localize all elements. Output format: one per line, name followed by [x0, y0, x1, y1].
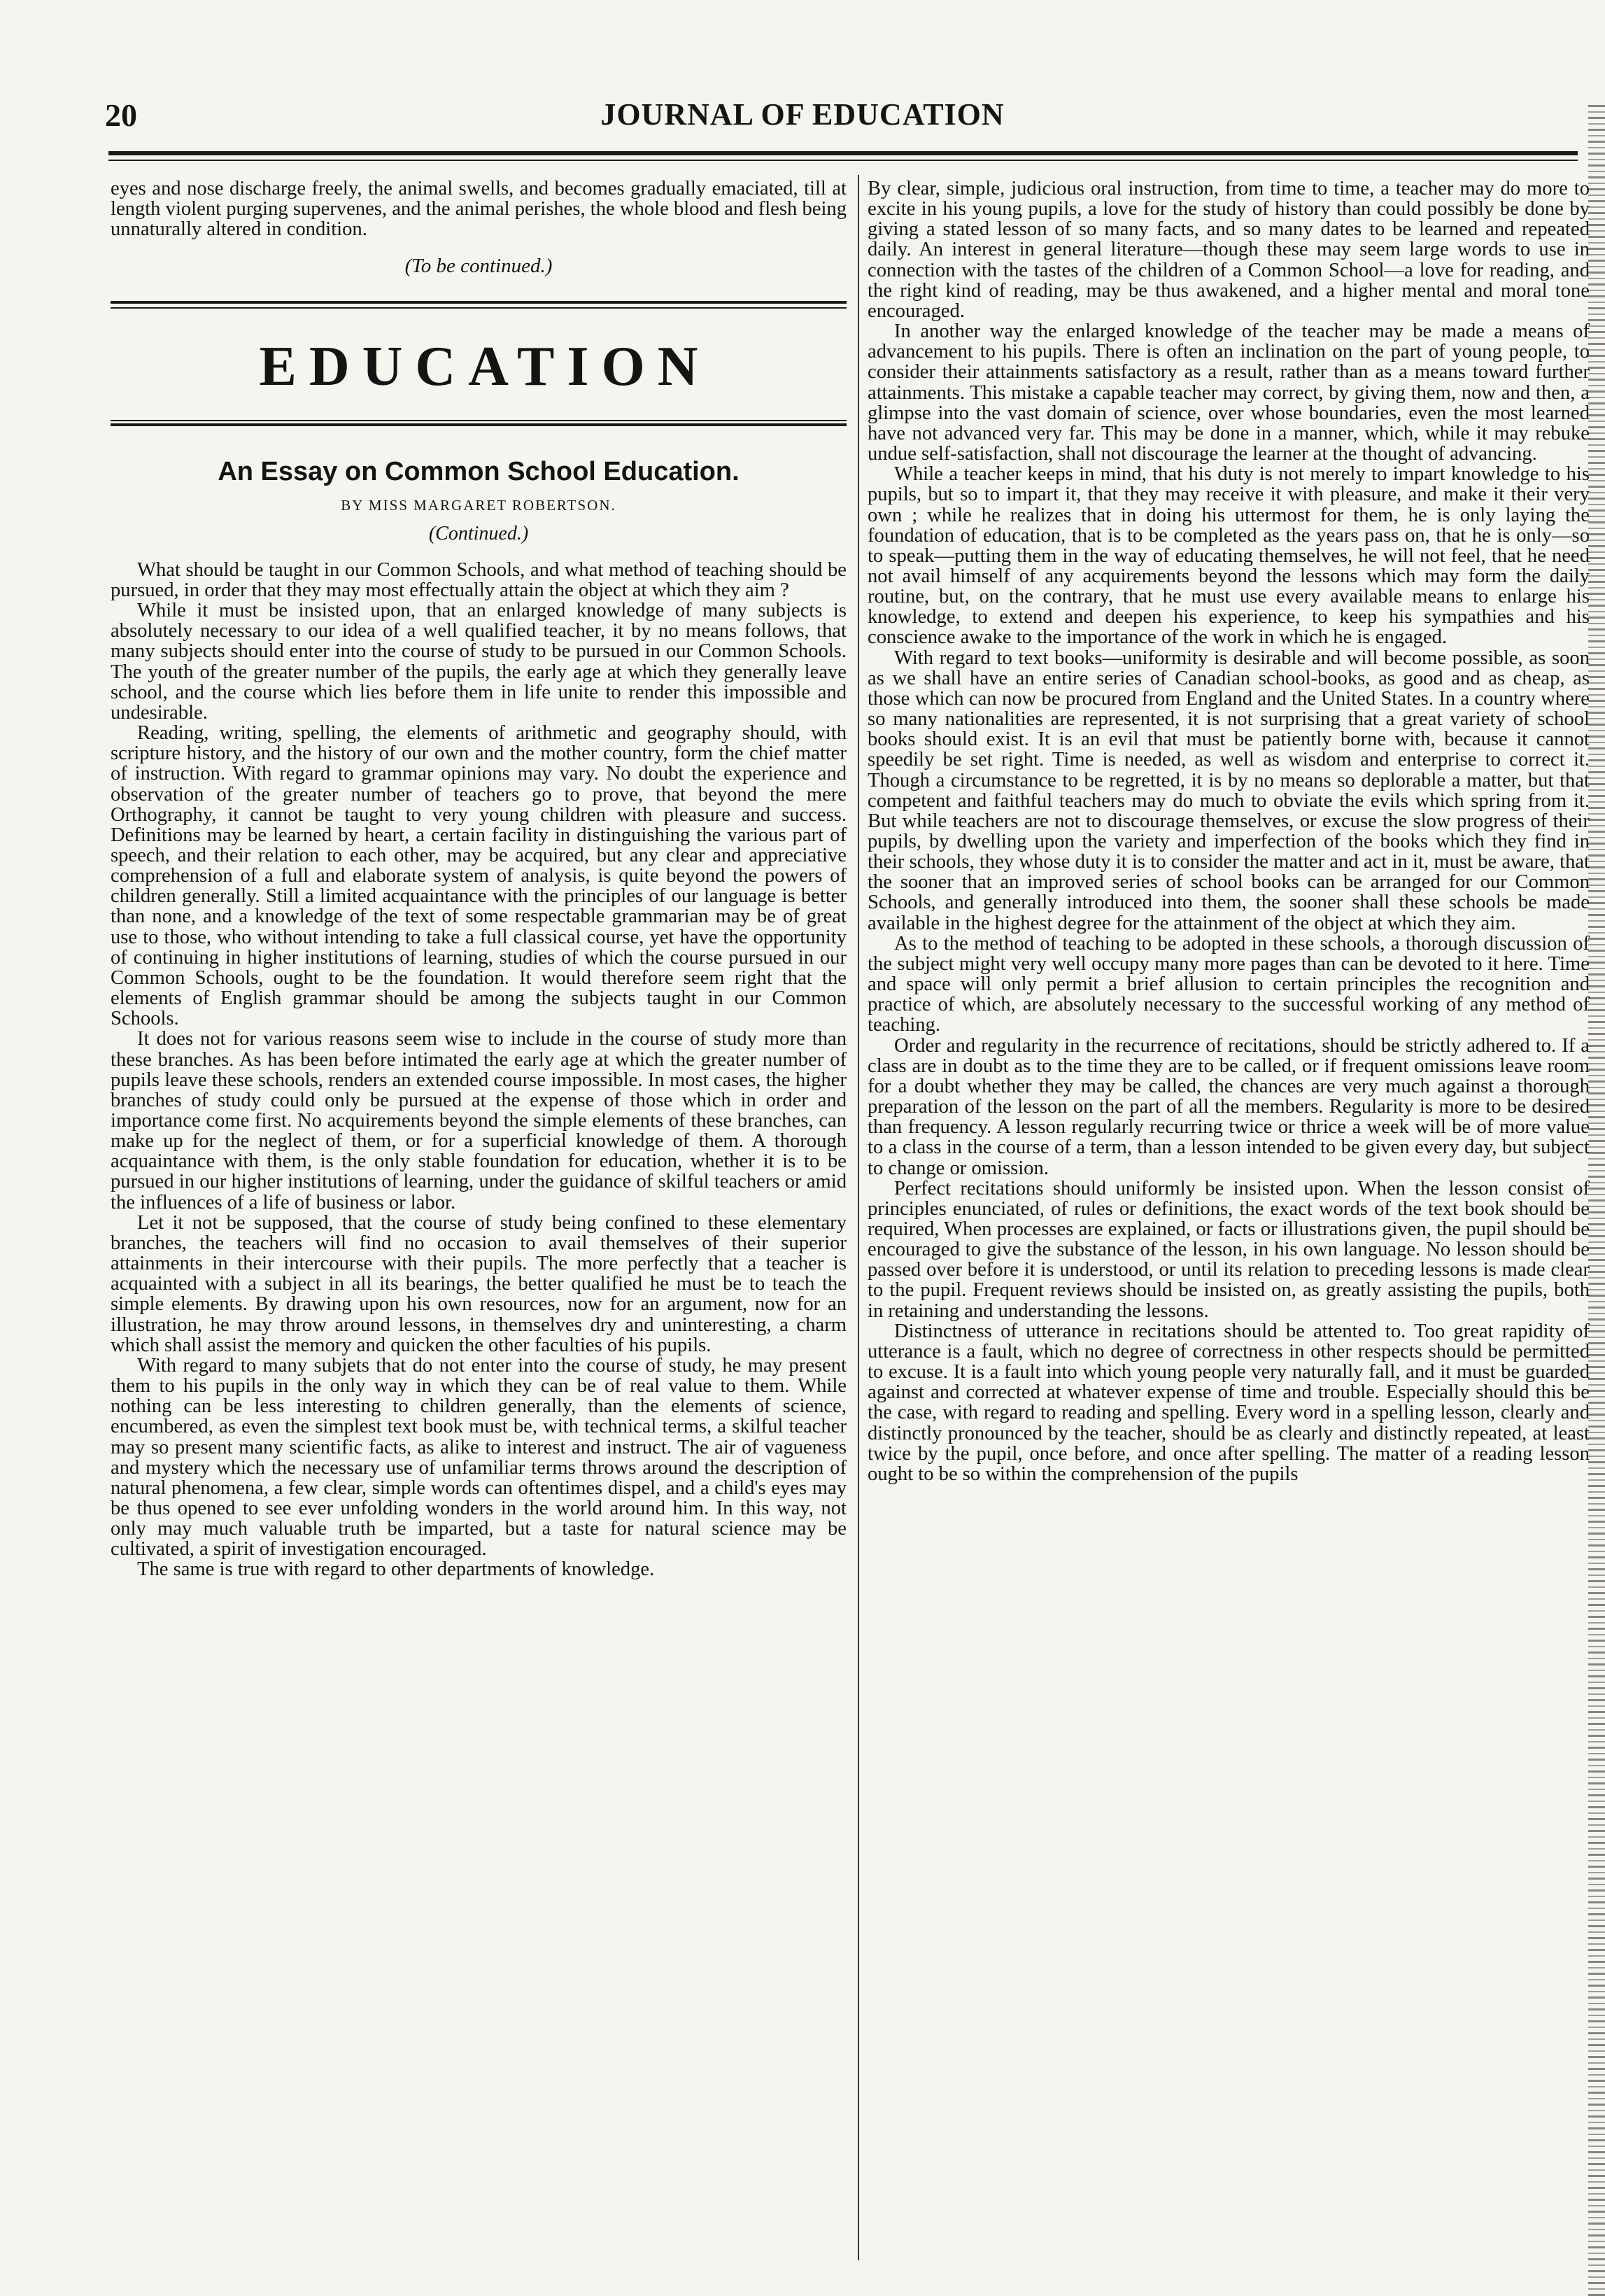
paragraph: Order and regularity in the recurrence of recitations, should be strictly adhered to. If a class are in doubt as to the time they are to be called, or if frequent omissions leave room for a doubt whether they may be called, the chances are very much against a thorough preparation of the lesson on the part of all the members. Regularity is more to be desired than frequency. A lesson regularly recurring twice or thrice a week will be of more value to a class in the course of a term, than a lesson intended to be given every day, but subject to change or omission.	[868, 1034, 1590, 1179]
continued-note: (Continued.)	[428, 523, 529, 545]
column-divider	[858, 175, 859, 2260]
paragraph: While it must be insisted upon, that an enlarged knowledge of many subjects is absolutely necessary to our idea of a well qualified teacher, it by no means follows, that many subjects should enter into the course of study to be pursued in our Common Schools. The youth of the greater number of the pupils, the early age at which they generally leave school, and the course which lies before them in life unite to render this impossible and undesirable.	[111, 600, 847, 724]
right-column	[868, 178, 1590, 1484]
paragraph: While a teacher keeps in mind, that his duty is not merely to impart knowledge to his pupils, but so to impart it, that they may receive it with pleasure, and make it their very own ; while he realizes that in doing his uttermost for them, he is only laying the foundation of education, that is to be completed as the years pass on, that he is only—so to speak—putting them in the way of educating themselves, he will not feel, that he need not avail himself of any acquirements beyond the lessons which may form the daily routine, but, on the contrary, that he must use every available means to enlarge his knowledge, to extend and deepen his experience, to keep his sympathies and his conscience awake to the importance of the work in which he is engaged.	[868, 463, 1590, 649]
paragraph: What should be taught in our Common Schools, and what method of teaching should be pursued, in order that they may most effectually attain the object at which they aim ?	[111, 558, 847, 601]
opening-paragraph: eyes and nose discharge freely, the animal swells, and becomes gradually emaciated, till at length violent purging supervenes, and the animal perishes, the whole blood and flesh being unnaturally altered in condition.	[111, 178, 847, 241]
section-rule-bottom	[111, 420, 847, 430]
page-edge	[1588, 105, 1605, 2296]
paragraph: Reading, writing, spelling, the elements of arithmetic and geography should, with scripture history, and the history of our own and the mother country, form the chief matter of instruction. With regard to grammar opinions may vary. No doubt the experience and observation of the greater number of teachers go to prove, that beyond the mere Orthography, it cannot be taught to very young children with pleasure and success. Definitions may be learned by heart, a certain facility in distinguishing the various part of speech, and their relation to each other, may be acquired, but any clear and appreciative comprehension of a full and elaborate system of analysis, is quite beyond the powers of children generally. Still a limited acquaintance with the principles of our language is better than none, and a knowledge of the text of some respectable grammarian may be of great use to those, who without intending to take a full classical course, yet have the opportunity of continuing in higher institutions of learning, studies of which the course pursued in our Common Schools, ought to be the foundation. It would therefore seem right that the elements of English grammar should be among the subjects taught in our Common Schools.	[111, 722, 847, 1030]
paragraph: In another way the enlarged knowledge of the teacher may be made a means of advancement to his pupils. There is often an inclination on the part of young people, to consider their attainments satisfactory as a result, rather than as a means toward further attainments. This mistake a capable teacher may correct, by giving them, now and then, a glimpse into the vast domain of science, over whose boundaries, even the most learned have not advanced very far. This may be done in a manner, which, while it may rebuke undue self-satisfaction, shall not discourage the learner at the thought of advancing.	[868, 321, 1590, 465]
header-rule-thin	[108, 160, 1578, 161]
header-rule	[108, 151, 1578, 155]
paragraph: Distinctness of utterance in recitations should be attented to. Too great rapidity of utterance is a fault, which no degree of correctness in other respects should be permitted to excuse. It is a fault into which young people very naturally fall, and it must be guarded against and corrected at whatever expense of time and trouble. Especially should this be the case, with regard to reading and spelling. Every word in a spelling lesson, clearly and distinctly pronounced by the teacher, should be as clearly and distinctly repeated, at least twice by the pupil, once before, and once after spelling. The matter of a reading lesson ought to be so within the comprehension of the pupils	[868, 1320, 1590, 1485]
section-title: EDUCATION	[259, 336, 711, 398]
paragraph: Let it not be supposed, that the course of study being confined to these elementary branches, the teachers will find no occasion to avail themselves of their superior attainments in their intercourse with their pupils. The more perfectly that a teacher is acquainted with a subject in all its bearings, the better qualified he must be to teach the simple elements. By drawing upon his own resources, now for an argument, now for an illustration, he may throw around lessons, in themselves dry and uninteresting, a charm which shall assist the memory and quicken the other faculties of his pupils.	[111, 1211, 847, 1356]
paragraph: Perfect recitations should uniformly be insisted upon. When the lesson consist of principles enunciated, of rules or definitions, the exact words of the text book should be required, When processes are explained, or facts or illustrations given, the pupil should be encouraged to give the substance of the lesson, in his own language. No lesson should be passed over before it is understood, or until its relation to preceding lessons is made clear to the pupil. Frequent reviews should be insisted on, as greatly assisting the pupils, both in retaining and understanding the lessons.	[868, 1177, 1590, 1322]
paragraph: The same is true with regard to other departments of knowledge.	[137, 1558, 655, 1581]
paragraph: As to the method of teaching to be adopted in these schools, a thorough discussion of the subject might very well occupy many more pages than can be devoted to it here. Time and space will only permit a brief allusion to certain principles the recognition and practice of which, are absolutely necessary to the successful working of any method of teaching.	[868, 932, 1590, 1036]
essay-title: An Essay on Common School Education.	[218, 457, 740, 487]
paragraph: By clear, simple, judicious oral instruction, from time to time, a teacher may do more to excite in his young pupils, a love for the study of history than could possibly be done by giving a stated lesson of so many facts, and so many dates to be learned and repeated daily. An interest in general literature—though these may seem large words to use in connection with the tastes of the children of a Common School—a love for reading, and the right kind of reading, may be thus awakened, and a higher mental and moral tone encouraged.	[868, 178, 1590, 322]
byline: BY MISS MARGARET ROBERTSON.	[341, 496, 616, 514]
paragraph: It does not for various reasons seem wise to include in the course of study more than these branches. As has been before intimated the early age at which the greater number of pupils leave these schools, renders an extended course impossible. In most cases, the higher branches of study could only be pursued at the expense of those which in order and importance come first. No acquirements beyond the simple elements of these branches, can make up for the neglect of them, or for a superficial knowledge of them. A thorough acquaintance with them, is the only stable foundation for education, whether it is to be pursued in our higher institutions of learning, under the guidance of skilful teachers or amid the influences of a life of business or labor.	[111, 1028, 847, 1213]
journal-title: JOURNAL OF EDUCATION	[600, 97, 1005, 132]
page-number: 20	[105, 97, 137, 133]
paragraph: With regard to many subjets that do not enter into the course of study, he may present them to his pupils in the only way in which they can be of real value to them. While nothing can be less interesting to children generally, than the elements of science, encumbered, as even the simplest text book must be, with technical terms, a skilful teacher may so present many scientific facts, as alike to interest and instruct. The air of vagueness and mystery which the necessary use of unfamiliar terms throws around the description of natural phenomena, a few clear, simple words can oftentimes dispel, and a child's eyes may be thus opened to see ever unfolding wonders in the world around him. In this way, not only may much valuable truth be imparted, but a taste for natural science may be cultivated, a spirit of investigation encouraged.	[111, 1354, 847, 1561]
to-be-continued: (To be continued.)	[404, 255, 553, 278]
section-rule-top	[111, 301, 847, 311]
left-column	[111, 178, 847, 1580]
paragraph: With regard to text books—uniformity is desirable and will become possible, as soon as we shall have an entire series of Canadian school-books, as good and as cheap, as those which can now be procured from England and the United States. In a country where so many nationalities are represented, it is not surprising that a great variety of school books should exist. It is an evil that must be patiently borne with, because it cannot speedily be set right. Time is needed, as well as wisdom and enterprise to correct it. Though a circumstance to be regretted, it is by no means so deplorable a matter, but that competent and faithful teachers may do much to obviate the evils which spring from it. But while teachers are not to discourage themselves, or excuse the slow progress of their pupils, by dwelling upon the variety and imperfection of the books which they find in their schools, they whose duty it is to consider the matter and act in it, must be aware, that the sooner that an improved series of school books can be arranged for our Common Schools, and generally introduced into them, the sooner shall these schools be made available in the highest degree for the attainment of the object at which they aim.	[868, 647, 1590, 934]
